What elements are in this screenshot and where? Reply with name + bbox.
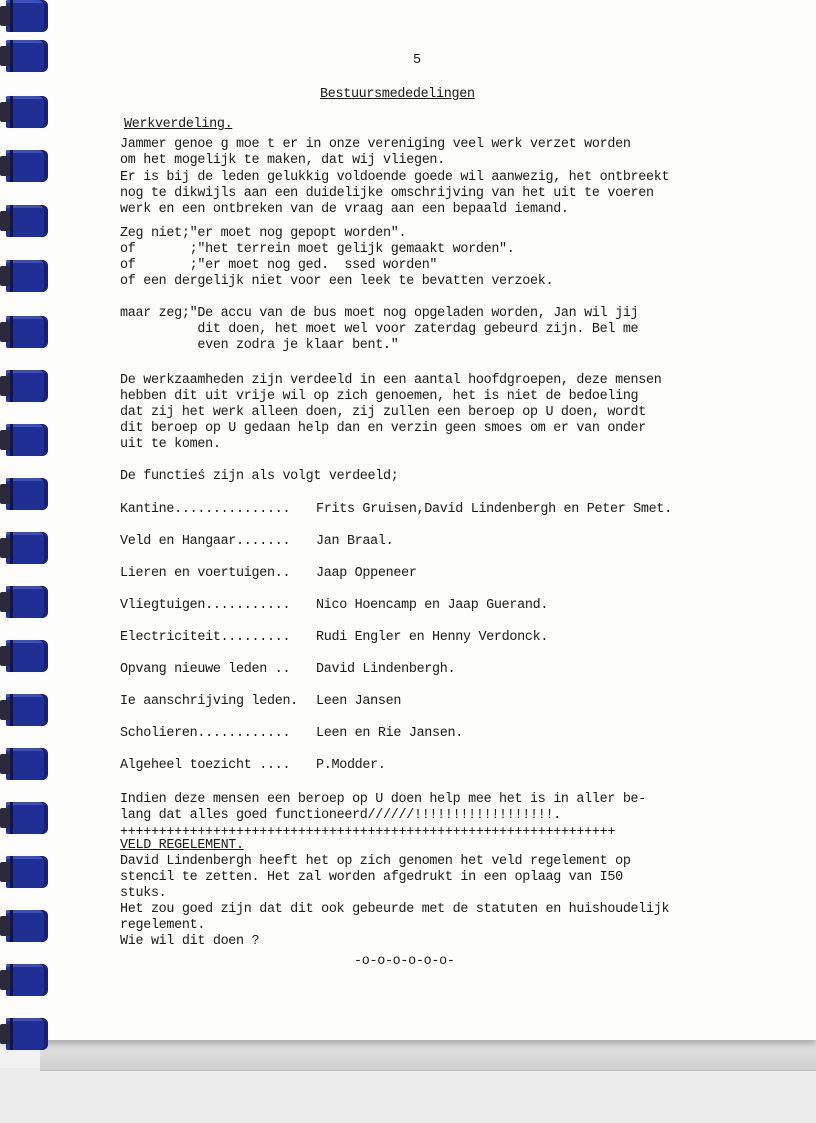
function-names: David Lindenbergh. bbox=[316, 662, 456, 677]
page-title: Bestuursmededelingen bbox=[320, 87, 475, 102]
paragraph-line: Wie wil dit doen ? bbox=[120, 934, 260, 949]
paragraph-line: stuks. bbox=[120, 886, 167, 901]
zeg-niet-line: of een dergelijk niet voor een leek te bevatten verzoek. bbox=[120, 274, 554, 289]
paragraph-line: hebben dit uit vrije wil op zich genoemen, het is niet de bedoeling bbox=[120, 389, 639, 404]
zeg-niet-line: of ;"er moet nog ged. ssed worden" bbox=[120, 258, 438, 273]
zeg-niet-line: of ;"het terrein moet gelijk gemaakt worden". bbox=[120, 242, 515, 257]
function-label: Electriciteit......... bbox=[120, 630, 291, 645]
closing-line: Indien deze mensen een beroep op U doen help mee het is in aller be- bbox=[120, 792, 647, 807]
function-names: Rudi Engler en Henny Verdonck. bbox=[316, 630, 549, 645]
paragraph-line: dit beroep op U gedaan help dan en verzin geen smoes om er van onder bbox=[120, 421, 647, 436]
function-label: Lieren en voertuigen.. bbox=[120, 566, 291, 581]
function-label: Veld en Hangaar....... bbox=[120, 534, 291, 549]
function-label: Opvang nieuwe leden .. bbox=[120, 662, 291, 677]
function-names: Nico Hoencamp en Jaap Guerand. bbox=[316, 598, 549, 613]
paragraph-line: Er is bij de leden gelukkig voldoende goede wil aanwezig, het ontbreekt bbox=[120, 170, 670, 185]
section-heading-werkverdeling: Werkverdeling. bbox=[124, 117, 233, 132]
function-label: Kantine............... bbox=[120, 502, 291, 517]
function-label: Vliegtuigen........... bbox=[120, 598, 291, 613]
end-mark: -o-o-o-o-o-o- bbox=[354, 954, 455, 969]
function-label: Algeheel toezicht .... bbox=[120, 758, 291, 773]
paragraph-line: stencil te zetten. Het zal worden afgedrukt in een oplaag van I50 bbox=[120, 870, 623, 885]
function-names: P.Modder. bbox=[316, 758, 386, 773]
paragraph-line: De werkzaamheden zijn verdeeld in een aantal hoofdgroepen, deze mensen bbox=[120, 373, 662, 388]
scan-background bbox=[0, 1068, 816, 1123]
zeg-niet-line: Zeg niet;"er moet nog gepopt worden". bbox=[120, 226, 407, 241]
paragraph-line: nog te dikwijls aan een duidelijke omschrijving van het uit te voeren bbox=[120, 186, 654, 201]
paragraph-line: om het mogelijk te maken, dat wij vliegen. bbox=[120, 153, 445, 168]
section-heading-veld-regelement: VELD REGELEMENT. bbox=[120, 838, 244, 853]
maar-zeg-line: dit doen, het moet wel voor zaterdag gebeurd zijn. Bel me bbox=[120, 322, 639, 337]
paragraph-line: David Lindenbergh heeft het op zich genomen het veld regelement op bbox=[120, 854, 631, 869]
function-names: Leen en Rie Jansen. bbox=[316, 726, 463, 741]
closing-line: lang dat alles goed functioneerd//////!!!!!!!!!!!!!!!!!!. bbox=[120, 808, 561, 823]
maar-zeg-line: even zodra je klaar bent." bbox=[120, 338, 399, 353]
function-names: Jan Braal. bbox=[316, 534, 394, 549]
function-names: Jaap Oppeneer bbox=[316, 566, 417, 581]
function-label: Ie aanschrijving leden. bbox=[120, 694, 298, 709]
paragraph-line: uit te komen. bbox=[120, 437, 221, 452]
function-label: Scholieren............ bbox=[120, 726, 291, 741]
maar-zeg-line: maar zeg;"De accu van de bus moet nog opgeladen worden, Jan wil jij bbox=[120, 306, 639, 321]
function-names: Leen Jansen bbox=[316, 694, 402, 709]
paragraph-line: Jammer genoe g moe t er in onze vereniging veel werk verzet worden bbox=[120, 137, 631, 152]
paragraph-line: Het zou goed zijn dat dit ook gebeurde met de statuten en huishoudelijk bbox=[120, 902, 670, 917]
paragraph-line: werk en een ontbreken van de vraag aan een bepaald iemand. bbox=[120, 202, 569, 217]
separator-line: ++++++++++++++++++++++++++++++++++++++++++++++++++++++++++++++++ bbox=[120, 825, 616, 840]
page-number: 5 bbox=[413, 53, 421, 68]
paragraph-line: dat zij het werk alleen doen, zij zullen een beroep op U doen, wordt bbox=[120, 405, 647, 420]
page-edge bbox=[40, 1040, 816, 1071]
paragraph-line: regelement. bbox=[120, 918, 206, 933]
functies-intro: De functieś zijn als volgt verdeeld; bbox=[120, 469, 399, 484]
function-names: Frits Gruisen,David Lindenbergh en Peter Smet. bbox=[316, 502, 672, 517]
